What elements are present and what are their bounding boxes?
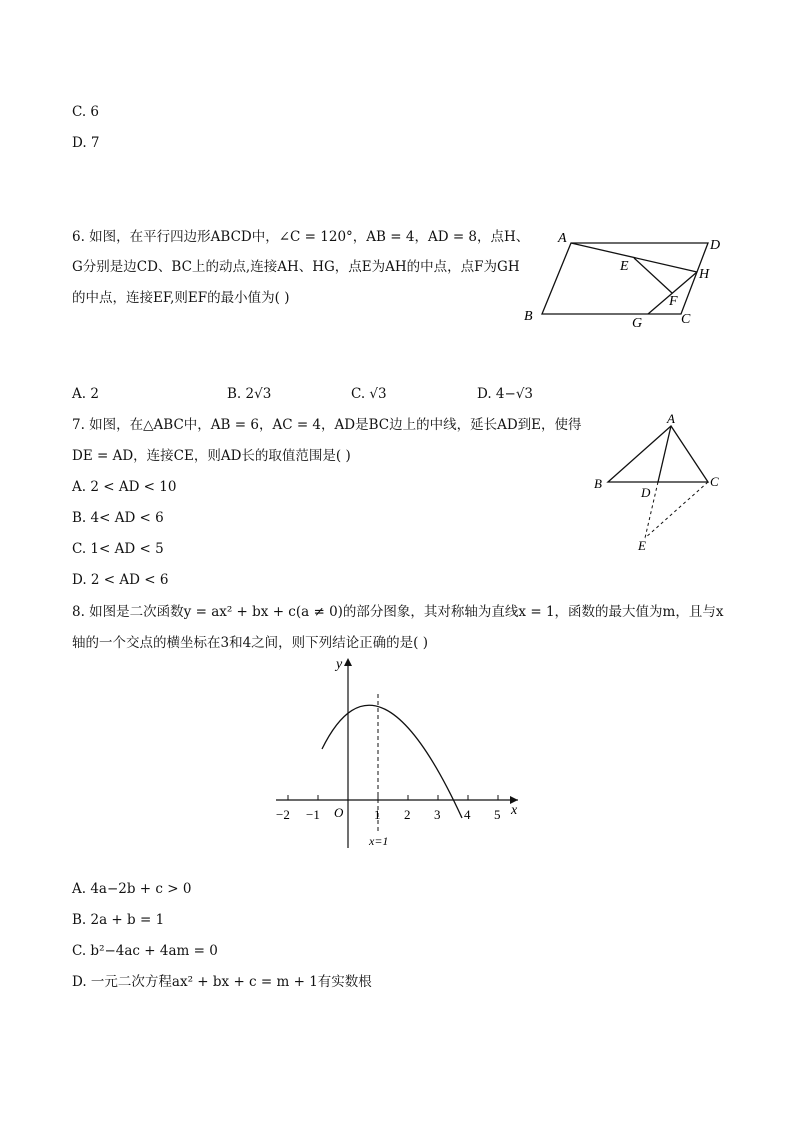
- q6-option-b: B. 2√3: [227, 386, 272, 402]
- x-axis-label: x: [511, 803, 518, 818]
- q7-option-a: A. 2 < AD < 10: [72, 479, 177, 495]
- x-tick-label: 3: [434, 807, 441, 822]
- q8-option-a: A. 4a−2b + c > 0: [72, 881, 192, 897]
- segment-ce: [645, 482, 708, 538]
- label-f: F: [669, 294, 678, 309]
- q8-stem-line-1: 8. 如图是二次函数y = ax² + bx + c(a ≠ 0)的部分图象，其对称轴为直线x = 1，函数的最大值为m，且与x: [72, 604, 724, 620]
- q6-stem-line-1: 6. 如图，在平行四边形ABCD中，∠C = 120°，AB = 4，AD = 8，点H、: [72, 229, 530, 245]
- x-tick-label: −1: [306, 807, 320, 822]
- label-g: G: [632, 316, 643, 331]
- q7-triangle-figure: [588, 410, 728, 560]
- triangle-abc: [608, 426, 708, 482]
- label-b: B: [524, 309, 533, 324]
- label-d: D: [641, 485, 651, 500]
- y-axis-arrow: [344, 658, 352, 666]
- x-tick-label: 5: [494, 807, 501, 822]
- q8-option-d: D. 一元二次方程ax² + bx + c = m + 1有实数根: [72, 974, 372, 990]
- q8-stem-line-2: 轴的一个交点的横坐标在3和4之间，则下列结论正确的是( ): [72, 635, 429, 651]
- y-axis-label: y: [336, 657, 343, 672]
- q7-option-b: B. 4< AD < 6: [72, 510, 164, 526]
- symmetry-axis-label: x=1: [369, 834, 389, 848]
- label-a: A: [558, 231, 567, 246]
- q6-option-c: C. √3: [351, 386, 387, 402]
- q8-option-c: C. b²−4ac + 4am = 0: [72, 943, 218, 959]
- q8-parabola-graph: [268, 652, 530, 854]
- label-e: E: [638, 538, 646, 553]
- x-tick-label: −2: [276, 807, 290, 822]
- label-d: D: [710, 238, 721, 253]
- label-c: C: [681, 312, 691, 327]
- x-tick-label: 4: [464, 807, 471, 822]
- q6-option-d: D. 4−√3: [477, 386, 534, 402]
- segment-ah: [571, 243, 697, 272]
- q6-option-a: A. 2: [72, 386, 99, 402]
- median-ad: [658, 426, 671, 482]
- parabola-curve: [322, 705, 462, 818]
- label-c: C: [710, 474, 719, 489]
- origin-label: O: [334, 805, 344, 820]
- label-b: B: [594, 476, 602, 491]
- q7-stem-line-1: 7. 如图，在△ABC中，AB = 6，AC = 4，AD是BC边上的中线，延长AD到E，使得: [72, 417, 582, 433]
- x-tick-label: 2: [404, 807, 411, 822]
- q6-parallelogram-figure: [518, 228, 728, 334]
- segment-ef: [634, 258, 672, 293]
- label-e: E: [620, 259, 629, 274]
- q6-stem-line-2: G分别是边CD、BC上的动点,连接AH、HG，点E为AH的中点，点F为GH: [72, 259, 520, 275]
- q5-option-c: C. 6: [72, 104, 100, 120]
- q6-stem-line-3: 的中点，连接EF,则EF的最小值为( ): [72, 290, 290, 306]
- q7-stem-line-2: DE = AD，连接CE，则AD长的取值范围是( ): [72, 448, 351, 464]
- x-tick-label: 1: [374, 807, 381, 822]
- q5-option-d: D. 7: [72, 135, 100, 151]
- q7-option-d: D. 2 < AD < 6: [72, 572, 169, 588]
- q8-option-b: B. 2a + b = 1: [72, 912, 165, 928]
- label-h: H: [699, 267, 710, 282]
- label-a: A: [667, 411, 675, 426]
- q7-option-c: C. 1< AD < 5: [72, 541, 164, 557]
- parallelogram-abcd: [542, 243, 708, 314]
